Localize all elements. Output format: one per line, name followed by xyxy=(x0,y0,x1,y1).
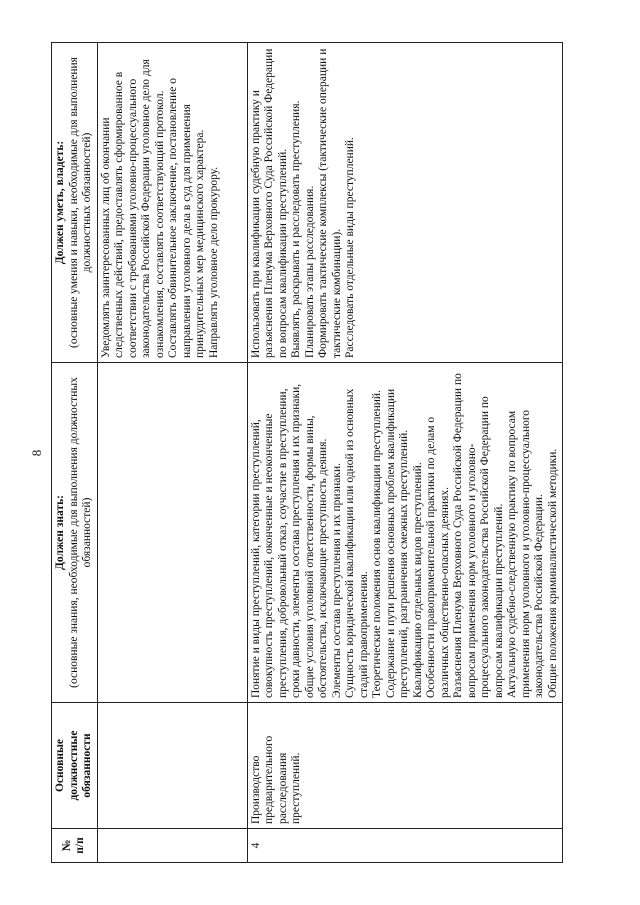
skill-line: Направлять уголовное дело прокурору. xyxy=(207,166,220,358)
skill-line: Выявлять, раскрывать и расследовать преступления. xyxy=(290,100,302,358)
cell-knowledge xyxy=(97,362,247,702)
header-knowledge-sub: (основные знания, необходимые для выполнения должностных обязанностей) xyxy=(67,376,93,688)
header-skills-title: Должен уметь, владеть: xyxy=(54,140,66,264)
knowledge-line: Актуальную судебно-следственную практику по вопросам применения норм уголовного и уголовно-процессуального законодательства Российской Федерации. xyxy=(506,409,545,698)
knowledge-line: Сущность юридической квалификации или одной из основных стадий правоприменения. xyxy=(344,388,370,698)
skill-line: Составлять обвинительное заключение, постановление о направлении уголовного дела в суд для применения принудительных мер медицинского характера. xyxy=(167,77,206,358)
cell-skills xyxy=(97,42,247,362)
header-skills-sub: (основные умения и навыки, необходимые для выполнения должностных обязанностей) xyxy=(67,56,93,348)
cell-knowledge xyxy=(247,362,563,702)
skill-line: Формировать тактические комплексы (тактические операции и тактические комбинации). xyxy=(317,48,343,358)
cell-num: 4 xyxy=(247,828,563,862)
header-num: № п/п xyxy=(52,828,98,862)
knowledge-line: Разъяснения Пленума Верховного Суда Российской Федерации по вопросам применения норм уголовного и уголовно-процессуального законодательства Российской Федерации по вопросам квалификации преступлений. xyxy=(452,372,505,698)
cell-skills xyxy=(247,42,563,362)
skill-line: Уведомлять заинтересованных лиц об окончании следственных действий, предоставлять сформированное в соответствии с требованиями уголовно-процессуального законодательства Российской Федерации уголовное дело для ознакомления, составлять соответствующий протокол. xyxy=(99,58,166,358)
header-skills xyxy=(52,42,98,362)
table-header-row xyxy=(52,42,98,862)
header-knowledge-title: Должен знать: xyxy=(54,494,66,570)
knowledge-line: Элементы состава преступления и их признаки. xyxy=(330,462,343,698)
skill-line: Планировать этапы расследования. xyxy=(303,185,316,358)
header-duties: Основные должностные обязанности xyxy=(52,702,98,828)
header-knowledge xyxy=(52,362,98,702)
page-number: 8 xyxy=(29,449,44,456)
competency-table xyxy=(51,42,563,863)
cell-duty: Производство предварительного расследования преступлений. xyxy=(247,702,563,828)
cell-num xyxy=(97,828,247,862)
knowledge-line: Общие положения криминалистической методики. xyxy=(546,448,559,698)
table-row xyxy=(97,42,247,862)
knowledge-line: Понятие и виды преступлений, категории преступлений, совокупность преступлений, оконченные и неоконченные преступления, добровольный отказ, соучастие в преступлении, сроки давности, элементы состава преступления и их признаки, общие условия уголовной ответственности, формы вины, обстоятельства, исключающие преступность деяния. xyxy=(249,383,329,698)
rotated-content xyxy=(25,43,615,863)
table-row xyxy=(247,42,563,862)
knowledge-line: Особенности правоприменительной практики по делам о различных общественно-опасных деяниях. xyxy=(425,416,451,698)
skill-line: Расследовать отдельные виды преступлений. xyxy=(344,136,356,358)
knowledge-line: Содержание и пути решения основных проблем квалификации преступлений, разграничения смежных преступлений. xyxy=(384,388,410,698)
cell-duty xyxy=(97,702,247,828)
skill-line: Использовать при квалификации судебную практику и разъяснения Пленума Верховного Суда Российской Федерации по вопросам квалификации преступлений. xyxy=(249,48,289,358)
knowledge-line: Квалификацию отдельных видов преступлений. xyxy=(411,461,424,698)
knowledge-line: Теоретические положения основ квалификации преступлений. xyxy=(371,389,383,698)
